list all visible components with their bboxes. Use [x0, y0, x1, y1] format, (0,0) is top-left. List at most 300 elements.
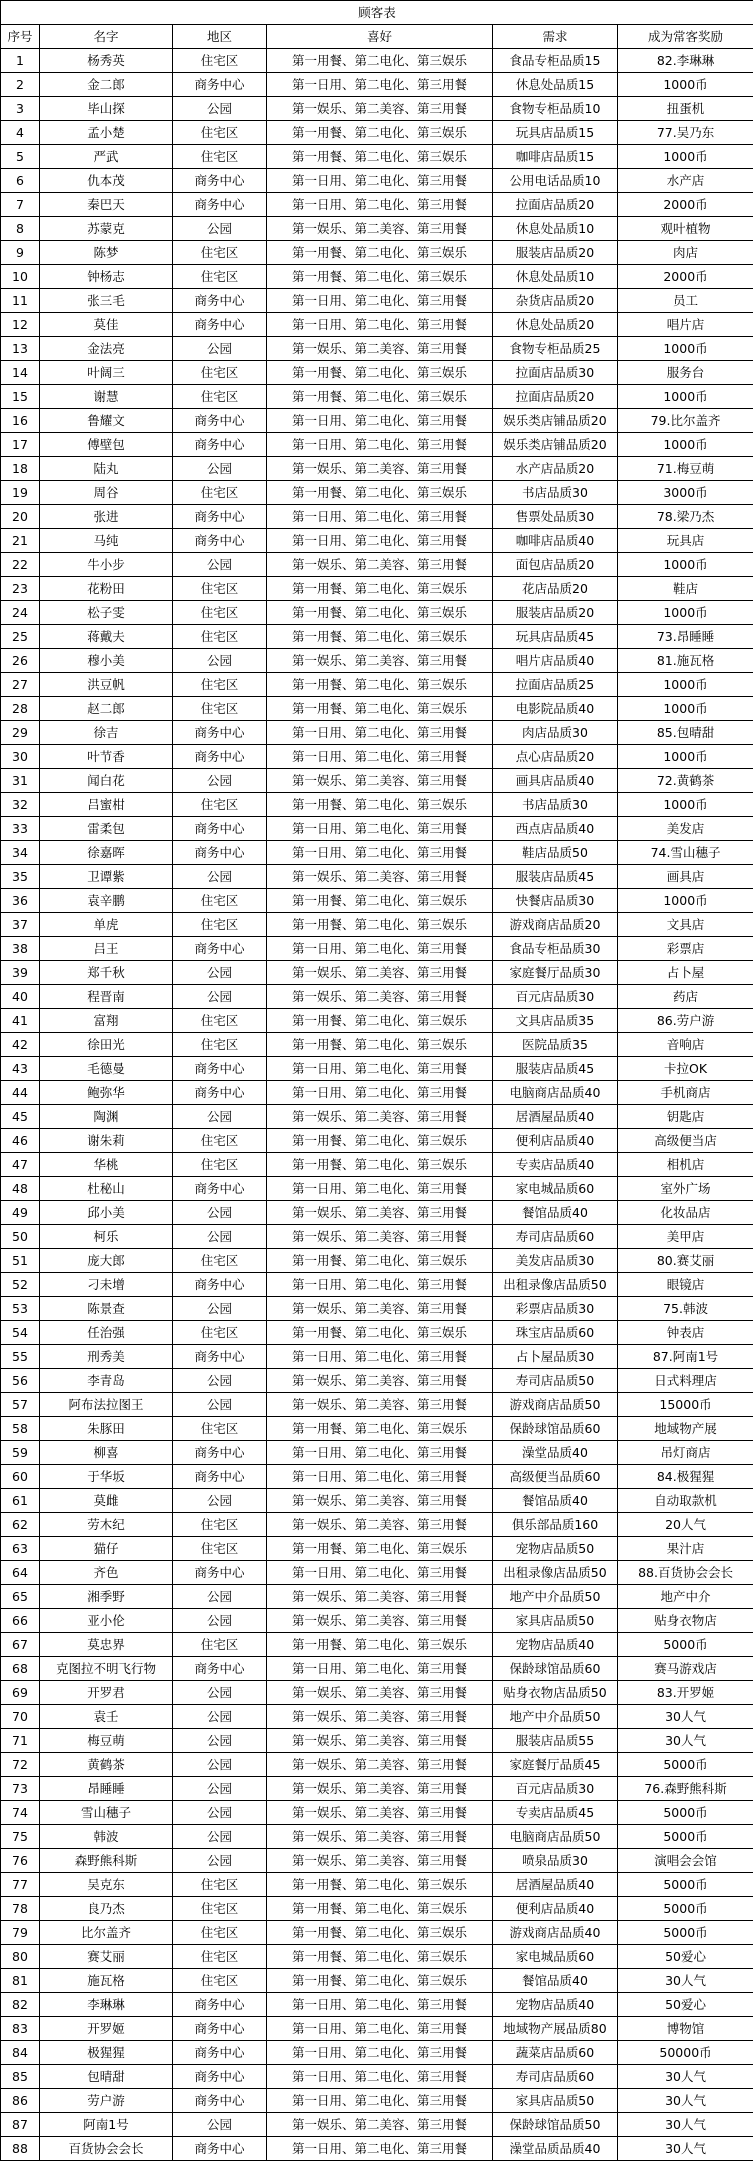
cell-index[interactable]: 38: [1, 937, 40, 961]
cell-index[interactable]: 62: [1, 1513, 40, 1537]
cell-index[interactable]: 47: [1, 1153, 40, 1177]
cell-reward[interactable]: 高级便当店: [618, 1129, 753, 1153]
cell-index[interactable]: 52: [1, 1273, 40, 1297]
cell-preference[interactable]: 第一用餐、第二电化、第三娱乐: [267, 1537, 493, 1561]
cell-name[interactable]: 郑千秋: [40, 961, 173, 985]
cell-index[interactable]: 21: [1, 529, 40, 553]
cell-reward[interactable]: 85.包晴甜: [618, 721, 753, 745]
cell-preference[interactable]: 第一日用、第二电化、第三用餐: [267, 1177, 493, 1201]
cell-index[interactable]: 64: [1, 1561, 40, 1585]
cell-demand[interactable]: 售票处品质30: [493, 505, 618, 529]
cell-name[interactable]: 包晴甜: [40, 2065, 173, 2089]
cell-preference[interactable]: 第一娱乐、第二美容、第三用餐: [267, 217, 493, 241]
cell-preference[interactable]: 第一日用、第二电化、第三用餐: [267, 529, 493, 553]
cell-preference[interactable]: 第一娱乐、第二美容、第三用餐: [267, 337, 493, 361]
cell-preference[interactable]: 第一日用、第二电化、第三用餐: [267, 1561, 493, 1585]
cell-area[interactable]: 住宅区: [173, 1513, 267, 1537]
cell-index[interactable]: 29: [1, 721, 40, 745]
cell-index[interactable]: 71: [1, 1729, 40, 1753]
cell-reward[interactable]: 1000币: [618, 553, 753, 577]
cell-reward[interactable]: 50爱心: [618, 1945, 753, 1969]
cell-index[interactable]: 7: [1, 193, 40, 217]
cell-area[interactable]: 住宅区: [173, 121, 267, 145]
cell-index[interactable]: 54: [1, 1321, 40, 1345]
cell-reward[interactable]: 彩票店: [618, 937, 753, 961]
cell-preference[interactable]: 第一日用、第二电化、第三用餐: [267, 433, 493, 457]
cell-name[interactable]: 孟小楚: [40, 121, 173, 145]
cell-demand[interactable]: 游戏商店品质50: [493, 1393, 618, 1417]
cell-demand[interactable]: 医院品质35: [493, 1033, 618, 1057]
cell-index[interactable]: 68: [1, 1657, 40, 1681]
cell-preference[interactable]: 第一日用、第二电化、第三用餐: [267, 2089, 493, 2113]
cell-index[interactable]: 77: [1, 1873, 40, 1897]
cell-area[interactable]: 公园: [173, 1201, 267, 1225]
cell-area[interactable]: 住宅区: [173, 1633, 267, 1657]
cell-demand[interactable]: 食物专柜品质10: [493, 97, 618, 121]
cell-reward[interactable]: 水产店: [618, 169, 753, 193]
cell-name[interactable]: 湘季野: [40, 1585, 173, 1609]
cell-reward[interactable]: 81.施瓦格: [618, 649, 753, 673]
cell-reward[interactable]: 5000币: [618, 1873, 753, 1897]
cell-area[interactable]: 住宅区: [173, 1009, 267, 1033]
cell-preference[interactable]: 第一用餐、第二电化、第三娱乐: [267, 913, 493, 937]
cell-preference[interactable]: 第一日用、第二电化、第三用餐: [267, 1081, 493, 1105]
cell-name[interactable]: 莫忠界: [40, 1633, 173, 1657]
cell-preference[interactable]: 第一娱乐、第二美容、第三用餐: [267, 1489, 493, 1513]
cell-reward[interactable]: 占卜屋: [618, 961, 753, 985]
cell-demand[interactable]: 服装店品质20: [493, 241, 618, 265]
cell-demand[interactable]: 地产中介品质50: [493, 1705, 618, 1729]
cell-name[interactable]: 吴克东: [40, 1873, 173, 1897]
cell-reward[interactable]: 1000币: [618, 673, 753, 697]
cell-index[interactable]: 85: [1, 2065, 40, 2089]
cell-reward[interactable]: 果汁店: [618, 1537, 753, 1561]
cell-demand[interactable]: 鞋店品质50: [493, 841, 618, 865]
cell-demand[interactable]: 出租录像店品质50: [493, 1273, 618, 1297]
cell-preference[interactable]: 第一日用、第二电化、第三用餐: [267, 2137, 493, 2161]
cell-area[interactable]: 住宅区: [173, 265, 267, 289]
cell-reward[interactable]: 79.比尔盖齐: [618, 409, 753, 433]
cell-reward[interactable]: 5000币: [618, 1753, 753, 1777]
cell-area[interactable]: 商务中心: [173, 193, 267, 217]
cell-reward[interactable]: 1000币: [618, 697, 753, 721]
cell-index[interactable]: 51: [1, 1249, 40, 1273]
cell-name[interactable]: 鲁耀文: [40, 409, 173, 433]
cell-name[interactable]: 鲍弥华: [40, 1081, 173, 1105]
cell-area[interactable]: 商务中心: [173, 1177, 267, 1201]
cell-reward[interactable]: 1000币: [618, 73, 753, 97]
cell-preference[interactable]: 第一日用、第二电化、第三用餐: [267, 505, 493, 529]
cell-area[interactable]: 公园: [173, 1225, 267, 1249]
cell-area[interactable]: 住宅区: [173, 1969, 267, 1993]
cell-preference[interactable]: 第一日用、第二电化、第三用餐: [267, 1057, 493, 1081]
cell-reward[interactable]: 唱片店: [618, 313, 753, 337]
cell-reward[interactable]: 77.吴乃东: [618, 121, 753, 145]
cell-area[interactable]: 住宅区: [173, 1417, 267, 1441]
cell-reward[interactable]: 74.雪山穗子: [618, 841, 753, 865]
cell-name[interactable]: 徐吉: [40, 721, 173, 745]
cell-demand[interactable]: 书店品质30: [493, 793, 618, 817]
cell-preference[interactable]: 第一用餐、第二电化、第三娱乐: [267, 1249, 493, 1273]
cell-area[interactable]: 住宅区: [173, 385, 267, 409]
cell-name[interactable]: 陶渊: [40, 1105, 173, 1129]
cell-index[interactable]: 35: [1, 865, 40, 889]
cell-preference[interactable]: 第一用餐、第二电化、第三娱乐: [267, 361, 493, 385]
cell-area[interactable]: 住宅区: [173, 1153, 267, 1177]
cell-name[interactable]: 秦巴天: [40, 193, 173, 217]
cell-reward[interactable]: 71.梅豆萌: [618, 457, 753, 481]
cell-demand[interactable]: 出租录像店品质50: [493, 1561, 618, 1585]
cell-demand[interactable]: 家庭餐厅品质30: [493, 961, 618, 985]
cell-name[interactable]: 傅壁包: [40, 433, 173, 457]
cell-name[interactable]: 齐色: [40, 1561, 173, 1585]
cell-reward[interactable]: 3000币: [618, 481, 753, 505]
cell-demand[interactable]: 休息处品质10: [493, 217, 618, 241]
cell-name[interactable]: 阿布法拉图王: [40, 1393, 173, 1417]
cell-name[interactable]: 柳喜: [40, 1441, 173, 1465]
cell-preference[interactable]: 第一用餐、第二电化、第三娱乐: [267, 697, 493, 721]
cell-name[interactable]: 黄鹤茶: [40, 1753, 173, 1777]
cell-area[interactable]: 商务中心: [173, 529, 267, 553]
cell-demand[interactable]: 餐馆品质40: [493, 1489, 618, 1513]
cell-reward[interactable]: 5000币: [618, 1921, 753, 1945]
cell-index[interactable]: 19: [1, 481, 40, 505]
cell-reward[interactable]: 室外广场: [618, 1177, 753, 1201]
cell-preference[interactable]: 第一娱乐、第二美容、第三用餐: [267, 769, 493, 793]
cell-preference[interactable]: 第一用餐、第二电化、第三娱乐: [267, 121, 493, 145]
cell-name[interactable]: 苏蒙克: [40, 217, 173, 241]
cell-name[interactable]: 金二郎: [40, 73, 173, 97]
cell-demand[interactable]: 娱乐类店铺品质20: [493, 409, 618, 433]
cell-index[interactable]: 63: [1, 1537, 40, 1561]
cell-preference[interactable]: 第一娱乐、第二美容、第三用餐: [267, 1801, 493, 1825]
cell-reward[interactable]: 服务台: [618, 361, 753, 385]
cell-index[interactable]: 55: [1, 1345, 40, 1369]
cell-index[interactable]: 70: [1, 1705, 40, 1729]
cell-name[interactable]: 庞大郎: [40, 1249, 173, 1273]
cell-demand[interactable]: 寿司店品质60: [493, 1225, 618, 1249]
cell-index[interactable]: 37: [1, 913, 40, 937]
cell-preference[interactable]: 第一用餐、第二电化、第三娱乐: [267, 1633, 493, 1657]
cell-demand[interactable]: 寿司店品质50: [493, 1369, 618, 1393]
cell-area[interactable]: 公园: [173, 1609, 267, 1633]
cell-name[interactable]: 柯乐: [40, 1225, 173, 1249]
cell-area[interactable]: 公园: [173, 1705, 267, 1729]
cell-preference[interactable]: 第一用餐、第二电化、第三娱乐: [267, 1921, 493, 1945]
cell-area[interactable]: 住宅区: [173, 1537, 267, 1561]
cell-demand[interactable]: 游戏商店品质20: [493, 913, 618, 937]
cell-demand[interactable]: 西点店品质40: [493, 817, 618, 841]
cell-name[interactable]: 杜秘山: [40, 1177, 173, 1201]
cell-name[interactable]: 陈景查: [40, 1297, 173, 1321]
cell-demand[interactable]: 贴身衣物店品质50: [493, 1681, 618, 1705]
cell-index[interactable]: 3: [1, 97, 40, 121]
cell-reward[interactable]: 87.阿南1号: [618, 1345, 753, 1369]
cell-reward[interactable]: 1000币: [618, 145, 753, 169]
cell-name[interactable]: 开罗姬: [40, 2017, 173, 2041]
cell-preference[interactable]: 第一用餐、第二电化、第三娱乐: [267, 1321, 493, 1345]
cell-index[interactable]: 20: [1, 505, 40, 529]
cell-area[interactable]: 商务中心: [173, 1081, 267, 1105]
cell-index[interactable]: 13: [1, 337, 40, 361]
cell-index[interactable]: 69: [1, 1681, 40, 1705]
cell-area[interactable]: 公园: [173, 1393, 267, 1417]
cell-demand[interactable]: 快餐店品质30: [493, 889, 618, 913]
cell-name[interactable]: 花粉田: [40, 577, 173, 601]
cell-demand[interactable]: 拉面店品质20: [493, 385, 618, 409]
cell-demand[interactable]: 拉面店品质30: [493, 361, 618, 385]
cell-area[interactable]: 住宅区: [173, 1897, 267, 1921]
cell-demand[interactable]: 占卜屋品质30: [493, 1345, 618, 1369]
cell-name[interactable]: 叶节香: [40, 745, 173, 769]
cell-reward[interactable]: 5000币: [618, 1897, 753, 1921]
cell-demand[interactable]: 百元店品质30: [493, 1777, 618, 1801]
cell-name[interactable]: 赵二郎: [40, 697, 173, 721]
cell-demand[interactable]: 保龄球馆品质60: [493, 1417, 618, 1441]
cell-reward[interactable]: 钥匙店: [618, 1105, 753, 1129]
cell-preference[interactable]: 第一用餐、第二电化、第三娱乐: [267, 601, 493, 625]
cell-preference[interactable]: 第一娱乐、第二美容、第三用餐: [267, 1729, 493, 1753]
cell-reward[interactable]: 1000币: [618, 385, 753, 409]
cell-reward[interactable]: 5000币: [618, 1801, 753, 1825]
cell-name[interactable]: 于华坂: [40, 1465, 173, 1489]
cell-name[interactable]: 莫雌: [40, 1489, 173, 1513]
cell-name[interactable]: 袁壬: [40, 1705, 173, 1729]
cell-preference[interactable]: 第一日用、第二电化、第三用餐: [267, 1993, 493, 2017]
cell-demand[interactable]: 肉店品质30: [493, 721, 618, 745]
cell-reward[interactable]: 30人气: [618, 2065, 753, 2089]
cell-index[interactable]: 50: [1, 1225, 40, 1249]
cell-index[interactable]: 9: [1, 241, 40, 265]
cell-preference[interactable]: 第一用餐、第二电化、第三娱乐: [267, 1009, 493, 1033]
cell-area[interactable]: 公园: [173, 1585, 267, 1609]
cell-index[interactable]: 14: [1, 361, 40, 385]
cell-demand[interactable]: 公用电话品质10: [493, 169, 618, 193]
cell-area[interactable]: 商务中心: [173, 73, 267, 97]
cell-reward[interactable]: 鞋店: [618, 577, 753, 601]
cell-area[interactable]: 公园: [173, 1801, 267, 1825]
cell-reward[interactable]: 30人气: [618, 2137, 753, 2161]
cell-index[interactable]: 36: [1, 889, 40, 913]
cell-name[interactable]: 莫佳: [40, 313, 173, 337]
cell-preference[interactable]: 第一日用、第二电化、第三用餐: [267, 1345, 493, 1369]
cell-index[interactable]: 33: [1, 817, 40, 841]
cell-index[interactable]: 84: [1, 2041, 40, 2065]
cell-index[interactable]: 15: [1, 385, 40, 409]
cell-area[interactable]: 住宅区: [173, 577, 267, 601]
cell-area[interactable]: 住宅区: [173, 241, 267, 265]
cell-demand[interactable]: 服装店品质45: [493, 865, 618, 889]
cell-index[interactable]: 22: [1, 553, 40, 577]
header-index[interactable]: 序号: [1, 25, 40, 49]
cell-demand[interactable]: 食物专柜品质25: [493, 337, 618, 361]
cell-preference[interactable]: 第一娱乐、第二美容、第三用餐: [267, 1513, 493, 1537]
cell-name[interactable]: 吕蜜柑: [40, 793, 173, 817]
cell-demand[interactable]: 拉面店品质20: [493, 193, 618, 217]
cell-name[interactable]: 陈梦: [40, 241, 173, 265]
cell-preference[interactable]: 第一娱乐、第二美容、第三用餐: [267, 1105, 493, 1129]
cell-name[interactable]: 劳木纪: [40, 1513, 173, 1537]
cell-index[interactable]: 61: [1, 1489, 40, 1513]
cell-name[interactable]: 洪豆帆: [40, 673, 173, 697]
cell-index[interactable]: 73: [1, 1777, 40, 1801]
cell-index[interactable]: 59: [1, 1441, 40, 1465]
header-area[interactable]: 地区: [173, 25, 267, 49]
cell-preference[interactable]: 第一娱乐、第二美容、第三用餐: [267, 2113, 493, 2137]
cell-index[interactable]: 26: [1, 649, 40, 673]
cell-reward[interactable]: 美甲店: [618, 1225, 753, 1249]
cell-index[interactable]: 87: [1, 2113, 40, 2137]
cell-name[interactable]: 李琳琳: [40, 1993, 173, 2017]
cell-area[interactable]: 住宅区: [173, 481, 267, 505]
cell-index[interactable]: 11: [1, 289, 40, 313]
cell-name[interactable]: 任治强: [40, 1321, 173, 1345]
cell-area[interactable]: 住宅区: [173, 1873, 267, 1897]
cell-index[interactable]: 83: [1, 2017, 40, 2041]
cell-index[interactable]: 18: [1, 457, 40, 481]
cell-preference[interactable]: 第一娱乐、第二美容、第三用餐: [267, 457, 493, 481]
cell-demand[interactable]: 珠宝店品质60: [493, 1321, 618, 1345]
cell-reward[interactable]: 员工: [618, 289, 753, 313]
cell-reward[interactable]: 20人气: [618, 1513, 753, 1537]
cell-reward[interactable]: 73.昂睡睡: [618, 625, 753, 649]
cell-name[interactable]: 徐田光: [40, 1033, 173, 1057]
cell-area[interactable]: 住宅区: [173, 1921, 267, 1945]
cell-index[interactable]: 42: [1, 1033, 40, 1057]
cell-index[interactable]: 16: [1, 409, 40, 433]
cell-index[interactable]: 12: [1, 313, 40, 337]
cell-demand[interactable]: 家具店品质50: [493, 2089, 618, 2113]
cell-name[interactable]: 富翔: [40, 1009, 173, 1033]
cell-area[interactable]: 住宅区: [173, 673, 267, 697]
cell-area[interactable]: 商务中心: [173, 505, 267, 529]
cell-area[interactable]: 住宅区: [173, 889, 267, 913]
cell-preference[interactable]: 第一用餐、第二电化、第三娱乐: [267, 481, 493, 505]
cell-name[interactable]: 朱豚田: [40, 1417, 173, 1441]
cell-preference[interactable]: 第一日用、第二电化、第三用餐: [267, 169, 493, 193]
cell-name[interactable]: 谢朱莉: [40, 1129, 173, 1153]
cell-area[interactable]: 公园: [173, 1105, 267, 1129]
cell-name[interactable]: 刁未增: [40, 1273, 173, 1297]
cell-demand[interactable]: 点心店品质20: [493, 745, 618, 769]
cell-index[interactable]: 28: [1, 697, 40, 721]
cell-area[interactable]: 公园: [173, 1777, 267, 1801]
cell-name[interactable]: 劳户游: [40, 2089, 173, 2113]
cell-area[interactable]: 公园: [173, 769, 267, 793]
cell-preference[interactable]: 第一日用、第二电化、第三用餐: [267, 841, 493, 865]
cell-name[interactable]: 单虎: [40, 913, 173, 937]
cell-reward[interactable]: 86.劳户游: [618, 1009, 753, 1033]
cell-preference[interactable]: 第一日用、第二电化、第三用餐: [267, 2065, 493, 2089]
cell-reward[interactable]: 地产中介: [618, 1585, 753, 1609]
cell-reward[interactable]: 30人气: [618, 1705, 753, 1729]
cell-name[interactable]: 袁辛鹏: [40, 889, 173, 913]
cell-reward[interactable]: 音响店: [618, 1033, 753, 1057]
cell-area[interactable]: 住宅区: [173, 793, 267, 817]
cell-area[interactable]: 公园: [173, 1825, 267, 1849]
cell-area[interactable]: 商务中心: [173, 1057, 267, 1081]
cell-area[interactable]: 商务中心: [173, 1993, 267, 2017]
cell-reward[interactable]: 15000币: [618, 1393, 753, 1417]
cell-name[interactable]: 赛艾丽: [40, 1945, 173, 1969]
cell-area[interactable]: 公园: [173, 1849, 267, 1873]
cell-reward[interactable]: 演唱会会馆: [618, 1849, 753, 1873]
cell-demand[interactable]: 地域物产展品质80: [493, 2017, 618, 2041]
cell-preference[interactable]: 第一用餐、第二电化、第三娱乐: [267, 145, 493, 169]
cell-name[interactable]: 钟杨志: [40, 265, 173, 289]
cell-area[interactable]: 公园: [173, 553, 267, 577]
cell-demand[interactable]: 食品专柜品质15: [493, 49, 618, 73]
cell-reward[interactable]: 2000币: [618, 265, 753, 289]
cell-preference[interactable]: 第一日用、第二电化、第三用餐: [267, 409, 493, 433]
cell-demand[interactable]: 服装店品质20: [493, 601, 618, 625]
cell-demand[interactable]: 娱乐类店铺品质20: [493, 433, 618, 457]
cell-index[interactable]: 44: [1, 1081, 40, 1105]
cell-name[interactable]: 雪山穗子: [40, 1801, 173, 1825]
cell-index[interactable]: 17: [1, 433, 40, 457]
cell-area[interactable]: 商务中心: [173, 433, 267, 457]
cell-preference[interactable]: 第一娱乐、第二美容、第三用餐: [267, 1393, 493, 1417]
cell-index[interactable]: 5: [1, 145, 40, 169]
cell-reward[interactable]: 84.极猩猩: [618, 1465, 753, 1489]
cell-preference[interactable]: 第一娱乐、第二美容、第三用餐: [267, 1753, 493, 1777]
cell-demand[interactable]: 美发店品质30: [493, 1249, 618, 1273]
cell-name[interactable]: 李青岛: [40, 1369, 173, 1393]
cell-index[interactable]: 34: [1, 841, 40, 865]
cell-preference[interactable]: 第一娱乐、第二美容、第三用餐: [267, 1609, 493, 1633]
cell-area[interactable]: 商务中心: [173, 1345, 267, 1369]
cell-preference[interactable]: 第一用餐、第二电化、第三娱乐: [267, 1945, 493, 1969]
cell-area[interactable]: 商务中心: [173, 841, 267, 865]
cell-area[interactable]: 住宅区: [173, 1033, 267, 1057]
cell-name[interactable]: 韩波: [40, 1825, 173, 1849]
cell-area[interactable]: 商务中心: [173, 2041, 267, 2065]
cell-reward[interactable]: 化妆品店: [618, 1201, 753, 1225]
cell-reward[interactable]: 地域物产展: [618, 1417, 753, 1441]
cell-index[interactable]: 81: [1, 1969, 40, 1993]
cell-reward[interactable]: 扭蛋机: [618, 97, 753, 121]
cell-reward[interactable]: 50爱心: [618, 1993, 753, 2017]
cell-demand[interactable]: 花店品质20: [493, 577, 618, 601]
cell-preference[interactable]: 第一用餐、第二电化、第三娱乐: [267, 1417, 493, 1441]
cell-reward[interactable]: 50000币: [618, 2041, 753, 2065]
cell-reward[interactable]: 卡拉OK: [618, 1057, 753, 1081]
cell-name[interactable]: 亚小伦: [40, 1609, 173, 1633]
cell-demand[interactable]: 服装店品质45: [493, 1057, 618, 1081]
cell-area[interactable]: 住宅区: [173, 1321, 267, 1345]
cell-area[interactable]: 公园: [173, 337, 267, 361]
cell-demand[interactable]: 宠物店品质40: [493, 1633, 618, 1657]
cell-demand[interactable]: 玩具店品质15: [493, 121, 618, 145]
cell-index[interactable]: 72: [1, 1753, 40, 1777]
cell-index[interactable]: 2: [1, 73, 40, 97]
cell-reward[interactable]: 博物馆: [618, 2017, 753, 2041]
cell-name[interactable]: 谢慧: [40, 385, 173, 409]
cell-preference[interactable]: 第一日用、第二电化、第三用餐: [267, 1465, 493, 1489]
cell-reward[interactable]: 赛马游戏店: [618, 1657, 753, 1681]
cell-reward[interactable]: 80.赛艾丽: [618, 1249, 753, 1273]
cell-name[interactable]: 刑秀美: [40, 1345, 173, 1369]
cell-reward[interactable]: 1000币: [618, 601, 753, 625]
cell-area[interactable]: 公园: [173, 97, 267, 121]
cell-area[interactable]: 商务中心: [173, 721, 267, 745]
cell-demand[interactable]: 彩票店品质30: [493, 1297, 618, 1321]
cell-area[interactable]: 商务中心: [173, 1561, 267, 1585]
cell-area[interactable]: 公园: [173, 2113, 267, 2137]
cell-index[interactable]: 58: [1, 1417, 40, 1441]
cell-preference[interactable]: 第一日用、第二电化、第三用餐: [267, 721, 493, 745]
cell-area[interactable]: 公园: [173, 865, 267, 889]
